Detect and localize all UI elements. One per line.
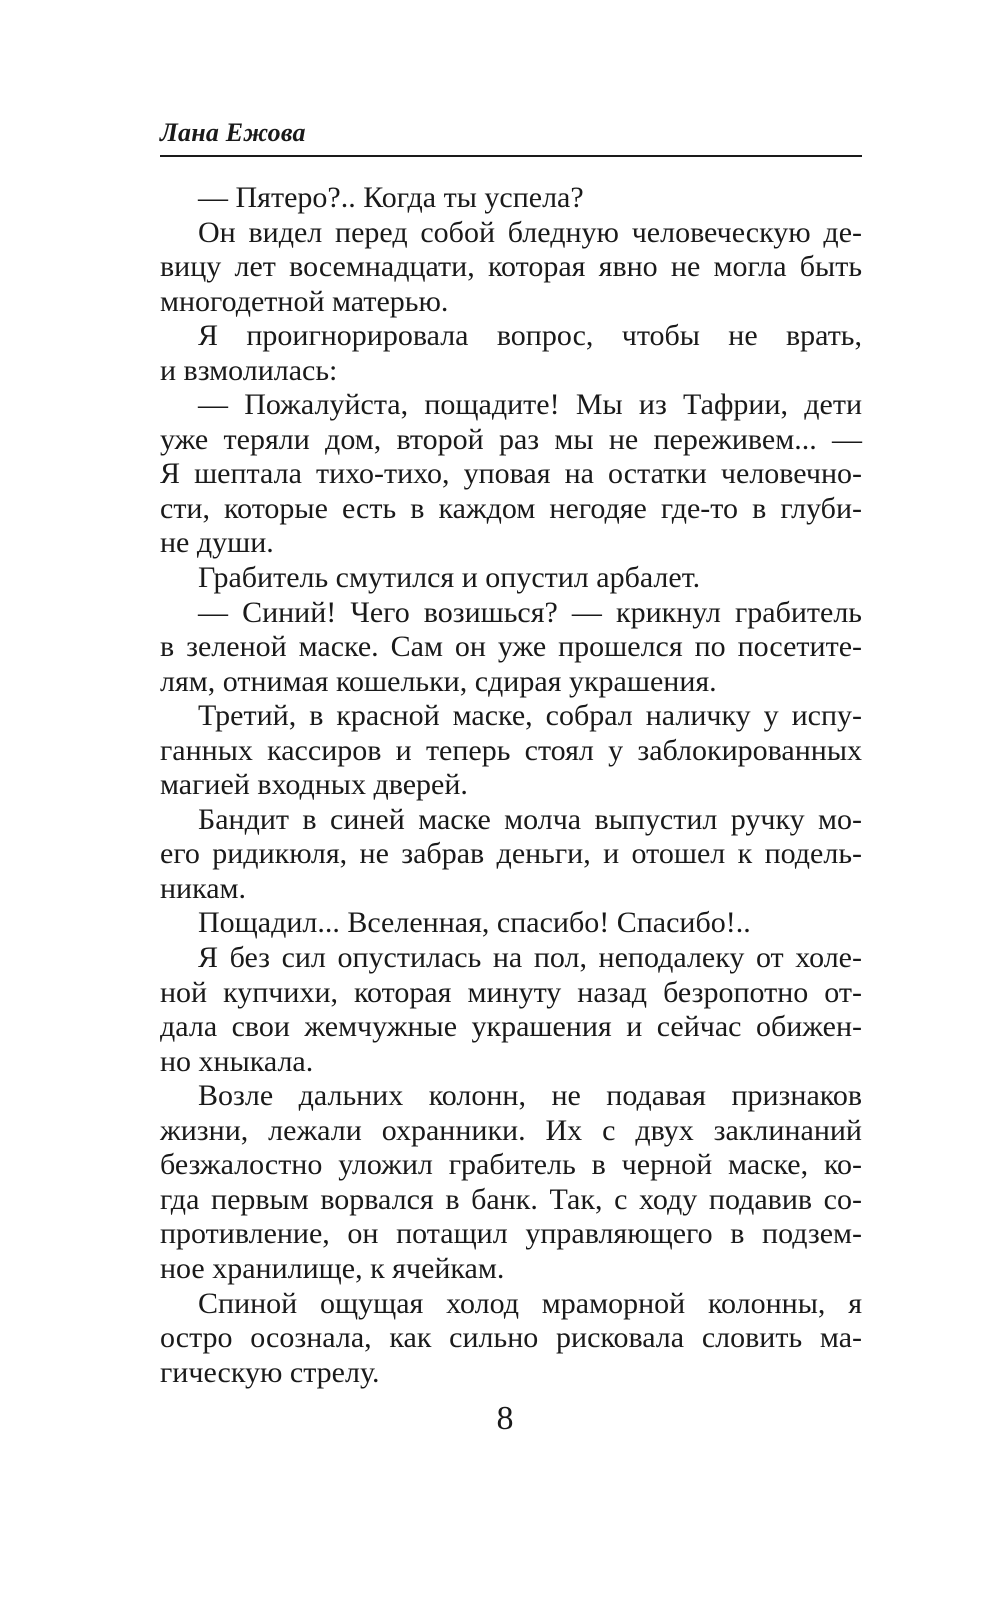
text-line: вицу лет восемнадцати, которая явно не могла быть [160, 250, 862, 284]
text-line: — Пятеро?.. Когда ты успела? [198, 181, 584, 214]
text-line: остро осознала, как сильно рисковала словить ма- [160, 1321, 862, 1355]
text-line: сти, которые есть в каждом негодяе где-то в глуби- [160, 491, 862, 525]
text-line: дала свои жемчужные украшения и сейчас обижен- [160, 1010, 862, 1044]
text-line: Я шептала тихо-тихо, уповая на остатки человечно- [160, 457, 862, 491]
text-line: лям, отнимая кошельки, сдирая украшения. [160, 664, 717, 698]
text-line: Спиной ощущая холод мраморной колонны, я [198, 1286, 862, 1320]
text-line: ганных кассиров и теперь стоял у заблокированных [160, 733, 862, 767]
text-line: гическую стрелу. [160, 1355, 380, 1389]
page-number: 8 [496, 1400, 514, 1437]
text-line: но хныкала. [160, 1044, 314, 1078]
text-line: уже теряли дом, второй раз мы не переживем... — [160, 422, 862, 456]
text-line: Я без сил опустилась на пол, неподалеку от холе- [198, 941, 862, 975]
text-line: Он видел перед собой бледную человеческую де- [198, 215, 862, 249]
text-line: не души. [160, 526, 274, 560]
text-line: Пощадил... Вселенная, спасибо! Спасибо!.. [198, 906, 751, 940]
text-line: магией входных дверей. [160, 768, 468, 802]
running-head-author: Лана Ежова [160, 118, 306, 147]
text-line: никам. [160, 871, 247, 905]
text-line: Грабитель смутился и опустил арбалет. [198, 561, 701, 595]
text-line: Бандит в синей маске молча выпустил ручку мо- [198, 802, 862, 836]
text-line: противление, он потащил управляющего в подзем- [160, 1217, 862, 1251]
text-line: ной купчихи, которая минуту назад безропотно от- [160, 975, 862, 1009]
text-line: гда первым ворвался в банк. Так, с ходу подавив со- [160, 1182, 862, 1216]
text-line: Третий, в красной маске, собрал наличку у испу- [198, 699, 862, 733]
text-line: в зеленой маске. Сам он уже прошелся по посетите- [160, 630, 862, 664]
text-line: безжалостно уложил грабитель в черной маске, ко- [160, 1148, 862, 1182]
text-line: его ридикюля, не забрав деньги, и отошел к подель- [160, 837, 862, 871]
text-line: — Пожалуйста, пощадите! Мы из Тафрии, дети [198, 388, 862, 422]
text-line: Я проигнорировала вопрос, чтобы не врать, [198, 319, 862, 353]
body-text [160, 181, 862, 1390]
text-line: — Синий! Чего возишься? — крикнул грабитель [198, 595, 862, 629]
header-rule [160, 155, 862, 157]
text-line: жизни, лежали охранники. Их с двух заклинаний [160, 1113, 862, 1147]
text-line: Возле дальних колонн, не подавая признаков [198, 1079, 862, 1113]
text-line: и взмолилась: [160, 353, 338, 387]
text-line: многодетной матерью. [160, 284, 449, 318]
text-line: ное хранилище, к ячейкам. [160, 1251, 505, 1285]
